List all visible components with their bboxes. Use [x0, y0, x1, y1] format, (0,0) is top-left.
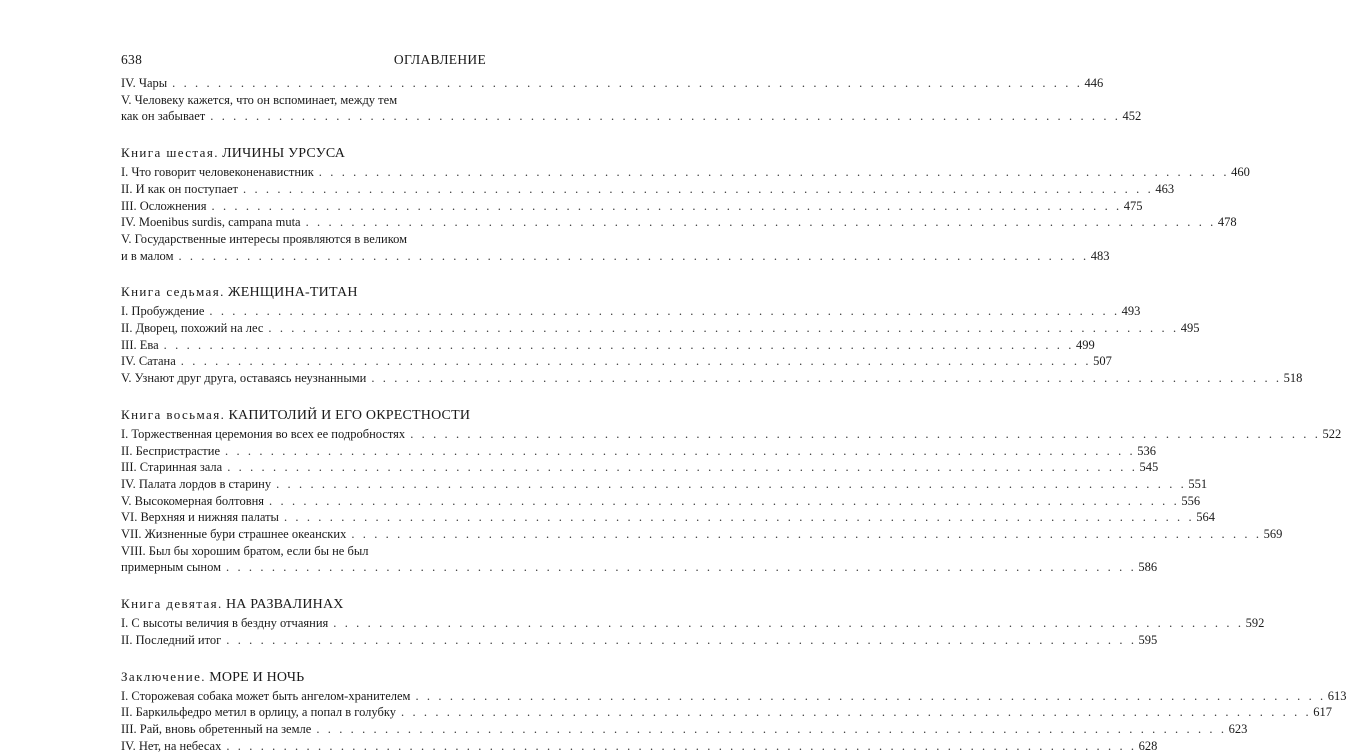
entry-text: IV. Moenibus surdis, campana muta [121, 215, 301, 230]
entry-text: как он забывает [121, 109, 206, 124]
entry-page-number: 522 [1322, 426, 1342, 441]
entry-text: II. Дворец, похожий на лес [121, 321, 264, 336]
toc-entry [121, 704, 1333, 721]
book-label: Книга девятая. [121, 596, 223, 612]
entry-text: I. С высоты величия в бездну отчаяния [121, 616, 329, 631]
toc-entry [121, 526, 1283, 543]
toc-section [121, 404, 1342, 576]
toc-entry [121, 493, 1201, 510]
dot-leader: . . . . . . . . . . . . . . . . . . . . . . . . . . . . . . . . . . . . . . . . . . . . . . . . . . . . . . . . . . . . . . . . . . . . . . . . . . . . . . . . [318, 165, 1230, 180]
entry-page-number: 493 [1121, 304, 1141, 319]
entry-text: V. Высокомерная болтовня [121, 493, 265, 508]
toc-entry [121, 92, 1142, 125]
entry-text-continued: VIII. Был бы хорошим братом, если бы не был [121, 543, 369, 558]
entry-text: IV. Палата лордов в старину [121, 476, 272, 491]
entry-page-number: 623 [1228, 721, 1248, 736]
book-label: Книга шестая. [121, 145, 219, 161]
toc-entry [121, 543, 1158, 576]
dot-leader: . . . . . . . . . . . . . . . . . . . . . . . . . . . . . . . . . . . . . . . . . . . . . . . . . . . . . . . . . . . . . . . . . . . . . . . . . . . . . . . . [415, 688, 1326, 703]
dot-leader: . . . . . . . . . . . . . . . . . . . . . . . . . . . . . . . . . . . . . . . . . . . . . . . . . . . . . . . . . . . . . . . . . . . . . . . . . . . . . . . . [225, 443, 1136, 458]
entry-text: I. Торжественная церемония во всех ее подробностях [121, 426, 406, 441]
book-label: Заключение. [121, 668, 206, 684]
entry-text: II. И как он поступает [121, 181, 239, 196]
running-head [121, 52, 486, 72]
entry-text: IV. Чары [121, 76, 168, 90]
toc-entry [121, 721, 1248, 738]
book-title: ЛИЧИНЫ УРСУСА [222, 146, 346, 162]
book-title: КАПИТОЛИЙ И ЕГО ОКРЕСТНОСТИ [228, 407, 471, 423]
entry-page-number: 595 [1138, 632, 1158, 647]
entry-text: III. Осложнения [121, 198, 207, 213]
toc-entry [121, 738, 1158, 754]
book-title: НА РАЗВАЛИНАХ [225, 597, 344, 613]
book-heading [121, 404, 486, 426]
book-title: ЖЕНЩИНА-ТИТАН [228, 285, 358, 301]
toc-entry [121, 370, 1303, 387]
toc-entry [121, 353, 1112, 370]
toc-entry [121, 509, 1215, 526]
dot-leader: . . . . . . . . . . . . . . . . . . . . . . . . . . . . . . . . . . . . . . . . . . . . . . . . . . . . . . . . . . . . . . . . . . . . . . . . . . . . . . . . [226, 632, 1137, 647]
entry-text: I. Пробуждение [121, 304, 205, 319]
dot-leader: . . . . . . . . . . . . . . . . . . . . . . . . . . . . . . . . . . . . . . . . . . . . . . . . . . . . . . . . . . . . . . . . . . . . . . . . . . . . . . . . [371, 371, 1282, 386]
toc-entry [121, 443, 1157, 460]
entry-page-number: 499 [1075, 337, 1095, 352]
running-title: ОГЛАВЛЕНИЕ [393, 52, 486, 67]
toc-entry [121, 231, 1110, 264]
book-heading [121, 142, 486, 164]
toc-entry [121, 426, 1342, 443]
entry-page-number: 556 [1181, 493, 1201, 508]
toc-entry [121, 337, 1095, 354]
book-label: Книга седьмая. [121, 284, 225, 300]
toc-entry [121, 214, 1237, 231]
entry-text: I. Сторожевая собака может быть ангелом-хранителем [121, 688, 411, 703]
entry-page-number: 617 [1313, 705, 1333, 720]
book-heading [121, 593, 486, 615]
entry-text: II. Последний итог [121, 632, 222, 647]
entry-text: IV. Нет, на небесах [121, 738, 222, 753]
toc-section [121, 75, 1142, 125]
entry-page-number: 478 [1217, 215, 1237, 230]
toc-entry [121, 303, 1141, 320]
entry-text: III. Старинная зала [121, 460, 223, 475]
toc-entry [121, 164, 1250, 181]
entry-page-number: 475 [1123, 198, 1143, 213]
toc-entry [121, 459, 1159, 476]
entry-text: VII. Жизненные бури страшнее океанских [121, 527, 347, 542]
entry-page-number: 507 [1093, 354, 1112, 369]
entry-page-number: 463 [1155, 181, 1175, 196]
book-heading [121, 666, 486, 688]
book-label: Книга восьмая. [121, 406, 226, 422]
toc-entry [121, 181, 1175, 198]
dot-leader: . . . . . . . . . . . . . . . . . . . . . . . . . . . . . . . . . . . . . . . . . . . . . . . . . . . . . . . . . . . . . . . . . . . . . . . . . . . . . . . . [180, 354, 1092, 369]
dot-leader: . . . . . . . . . . . . . . . . . . . . . . . . . . . . . . . . . . . . . . . . . . . . . . . . . . . . . . . . . . . . . . . . . . . . . . . . . . . . . . . . [316, 721, 1227, 736]
toc-entry [121, 632, 1158, 649]
dot-leader: . . . . . . . . . . . . . . . . . . . . . . . . . . . . . . . . . . . . . . . . . . . . . . . . . . . . . . . . . . . . . . . . . . . . . . . . . . . . . . . . [163, 337, 1074, 352]
entry-page-number: 452 [1122, 109, 1142, 124]
dot-leader: . . . . . . . . . . . . . . . . . . . . . . . . . . . . . . . . . . . . . . . . . . . . . . . . . . . . . . . . . . . . . . . . . . . . . . . . . . . . . . . . [269, 493, 1180, 508]
entry-text-continued: V. Человеку кажется, что он вспоминает, между тем [121, 92, 398, 107]
dot-leader: . . . . . . . . . . . . . . . . . . . . . . . . . . . . . . . . . . . . . . . . . . . . . . . . . . . . . . . . . . . . . . . . . . . . . . . . . . . . . . . . [243, 181, 1154, 196]
entry-page-number: 592 [1245, 616, 1265, 631]
dot-leader: . . . . . . . . . . . . . . . . . . . . . . . . . . . . . . . . . . . . . . . . . . . . . . . . . . . . . . . . . . . . . . . . . . . . . . . . . . . . . . . . [410, 426, 1321, 441]
entry-page-number: 460 [1231, 165, 1250, 180]
entry-text-continued: V. Государственные интересы проявляются в великом [121, 231, 408, 246]
dot-leader: . . . . . . . . . . . . . . . . . . . . . . . . . . . . . . . . . . . . . . . . . . . . . . . . . . . . . . . . . . . . . . . . . . . . . . . . . . . . . . . . [283, 510, 1195, 525]
dot-leader: . . . . . . . . . . . . . . . . . . . . . . . . . . . . . . . . . . . . . . . . . . . . . . . . . . . . . . . . . . . . . . . . . . . . . . . . . . . . . . . . [226, 738, 1137, 753]
entry-page-number: 628 [1138, 738, 1158, 753]
entry-text: IV. Сатана [121, 354, 176, 369]
dot-leader: . . . . . . . . . . . . . . . . . . . . . . . . . . . . . . . . . . . . . . . . . . . . . . . . . . . . . . . . . . . . . . . . . . . . . . . . . . . . . . . . [172, 76, 1083, 90]
toc-section [121, 281, 1303, 387]
entry-page-number: 518 [1283, 371, 1303, 386]
entry-page-number: 536 [1137, 443, 1157, 458]
entry-page-number: 564 [1196, 510, 1215, 525]
entry-page-number: 545 [1139, 460, 1159, 475]
dot-leader: . . . . . . . . . . . . . . . . . . . . . . . . . . . . . . . . . . . . . . . . . . . . . . . . . . . . . . . . . . . . . . . . . . . . . . . . . . . . . . . . [227, 460, 1138, 475]
toc-entry [121, 198, 1143, 215]
entry-text: VI. Верхняя и нижняя палаты [121, 510, 279, 525]
book-heading [121, 281, 486, 303]
dot-leader: . . . . . . . . . . . . . . . . . . . . . . . . . . . . . . . . . . . . . . . . . . . . . . . . . . . . . . . . . . . . . . . . . . . . . . . . . . . . . . . . [305, 215, 1216, 230]
entry-text: и в малом [121, 248, 174, 263]
table-of-contents [121, 75, 1347, 754]
dot-leader: . . . . . . . . . . . . . . . . . . . . . . . . . . . . . . . . . . . . . . . . . . . . . . . . . . . . . . . . . . . . . . . . . . . . . . . . . . . . . . . . [401, 705, 1312, 720]
entry-text: III. Ева [121, 337, 159, 352]
entry-text: III. Рай, вновь обретенный на земле [121, 721, 312, 736]
entry-page-number: 446 [1084, 76, 1104, 90]
toc-section [121, 666, 1347, 754]
entry-page-number: 569 [1263, 527, 1283, 542]
dot-leader: . . . . . . . . . . . . . . . . . . . . . . . . . . . . . . . . . . . . . . . . . . . . . . . . . . . . . . . . . . . . . . . . . . . . . . . . . . . . . . . . [211, 198, 1122, 213]
dot-leader: . . . . . . . . . . . . . . . . . . . . . . . . . . . . . . . . . . . . . . . . . . . . . . . . . . . . . . . . . . . . . . . . . . . . . . . . . . . . . . . . [351, 527, 1262, 542]
page-number: 638 [121, 52, 143, 67]
book-title: МОРЕ И НОЧЬ [209, 669, 305, 685]
dot-leader: . . . . . . . . . . . . . . . . . . . . . . . . . . . . . . . . . . . . . . . . . . . . . . . . . . . . . . . . . . . . . . . . . . . . . . . . . . . . . . . . [333, 616, 1244, 631]
entry-page-number: 495 [1180, 321, 1200, 336]
entry-text: I. Что говорит человеконенавистник [121, 165, 314, 180]
entry-text: V. Узнают друг друга, оставаясь неузнанными [121, 371, 367, 386]
toc-entry [121, 476, 1208, 493]
toc-section [121, 142, 1250, 264]
toc-section [121, 593, 1265, 648]
toc-entry [121, 688, 1347, 705]
dot-leader: . . . . . . . . . . . . . . . . . . . . . . . . . . . . . . . . . . . . . . . . . . . . . . . . . . . . . . . . . . . . . . . . . . . . . . . . . . . . . . . . [268, 321, 1179, 336]
entry-page-number: 483 [1090, 248, 1110, 263]
dot-leader: . . . . . . . . . . . . . . . . . . . . . . . . . . . . . . . . . . . . . . . . . . . . . . . . . . . . . . . . . . . . . . . . . . . . . . . . . . . . . . . . [209, 304, 1120, 319]
dot-leader: . . . . . . . . . . . . . . . . . . . . . . . . . . . . . . . . . . . . . . . . . . . . . . . . . . . . . . . . . . . . . . . . . . . . . . . . . . . . . . . . [210, 109, 1121, 124]
entry-text: II. Баркильфедро метил в орлицу, а попал в голубку [121, 705, 396, 720]
entry-text: примерным сыном [121, 560, 222, 575]
toc-entry [121, 615, 1265, 632]
dot-leader: . . . . . . . . . . . . . . . . . . . . . . . . . . . . . . . . . . . . . . . . . . . . . . . . . . . . . . . . . . . . . . . . . . . . . . . . . . . . . . . . [226, 560, 1137, 575]
toc-entry [121, 75, 1104, 92]
entry-page-number: 586 [1138, 560, 1158, 575]
entry-text: II. Беспристрастие [121, 443, 220, 458]
dot-leader: . . . . . . . . . . . . . . . . . . . . . . . . . . . . . . . . . . . . . . . . . . . . . . . . . . . . . . . . . . . . . . . . . . . . . . . . . . . . . . . . [276, 476, 1187, 491]
dot-leader: . . . . . . . . . . . . . . . . . . . . . . . . . . . . . . . . . . . . . . . . . . . . . . . . . . . . . . . . . . . . . . . . . . . . . . . . . . . . . . . . [178, 248, 1089, 263]
entry-page-number: 551 [1188, 476, 1208, 491]
toc-entry [121, 320, 1200, 337]
entry-page-number: 613 [1327, 688, 1347, 703]
